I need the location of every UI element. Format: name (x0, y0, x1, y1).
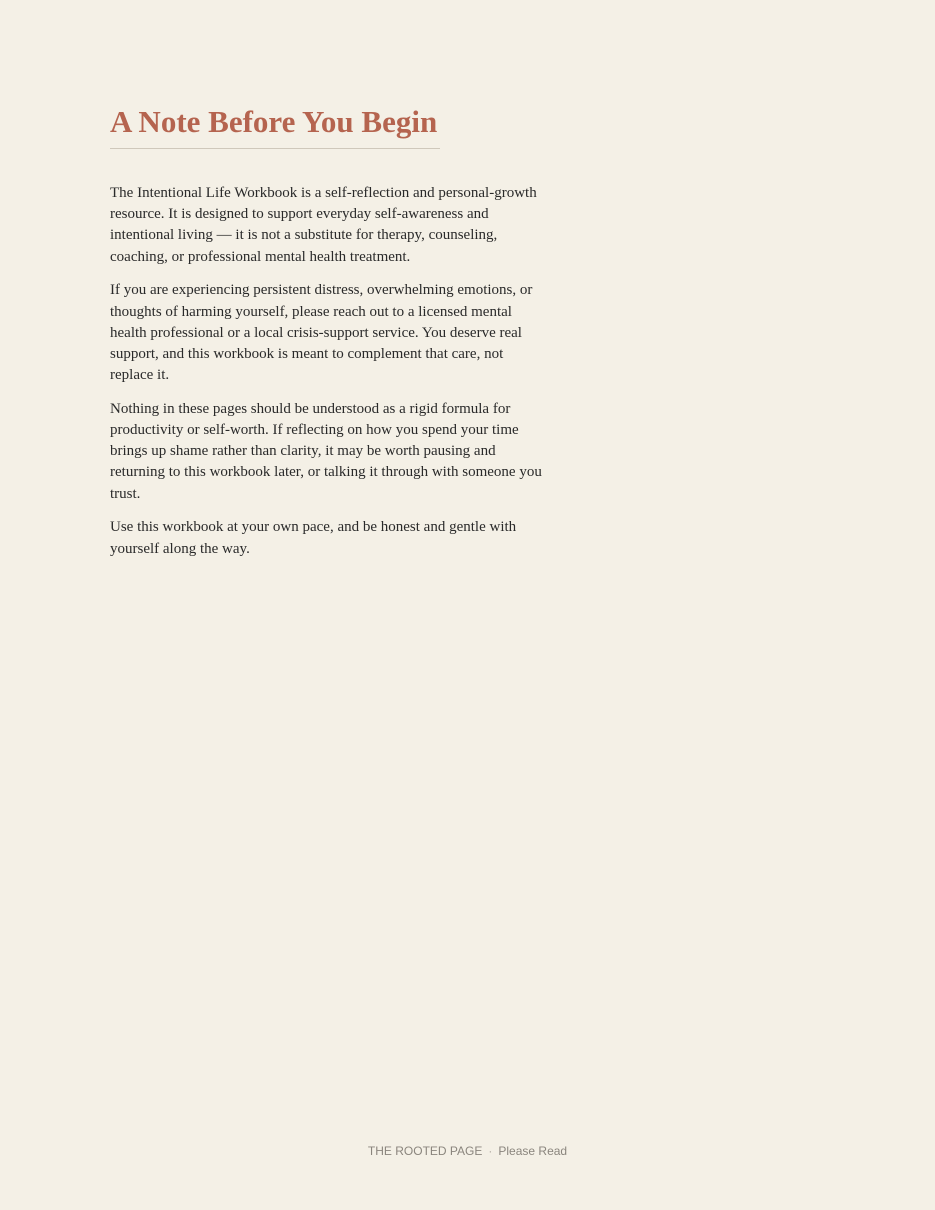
title-divider (110, 148, 440, 149)
paragraph-own-pace: Use this workbook at your own pace, and be honest and gentle with yourself along the way. (110, 519, 517, 557)
paragraph-not-formula: Nothing in these pages should be understood as a rigid formula for productivity or self-worth. If reflecting on how you spend your time brings up shame rather than clarity, it may be worth pausing and returning to this workbook later, or talking it through with someone you trust. (110, 400, 542, 502)
footer-brand: THE ROOTED PAGE (367, 1144, 483, 1158)
paragraph-support: If you are experiencing persistent distress, overwhelming emotions, or thoughts of harming yourself, please reach out to a licensed mental health professional or a local crisis-support service. You deserve real support, and this workbook is meant to complement that care, not replace it. (110, 282, 533, 384)
footer-separator: · (488, 1144, 493, 1158)
disclaimer-body (110, 183, 550, 572)
footer-section: Please Read (498, 1144, 568, 1158)
paragraph-purpose: The Intentional Life Workbook is a self-reflection and personal-growth resource. It is designed to support everyday self-awareness and intentional living — it is not a substitute for therapy, counseling, coaching, or professional mental health treatment. (110, 185, 537, 265)
page-title: A Note Before You Begin (110, 104, 438, 139)
page-footer (0, 1143, 935, 1159)
